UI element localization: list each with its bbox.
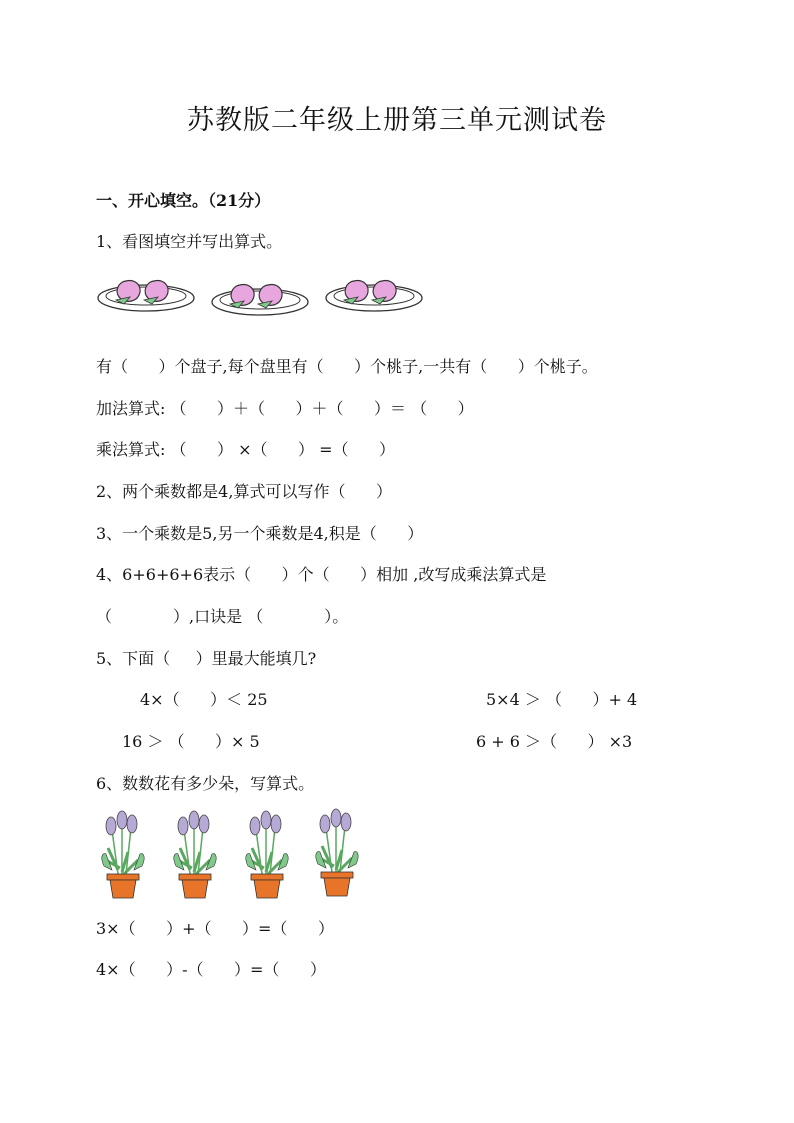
question-4-line-1: 4、6+6+6+6表示（ ）个（ ）相加 ,改写成乘法算式是 [96,565,547,584]
question-1-addition: 加法算式: （ ）＋（ ）＋（ ）＝ （ ） [96,399,474,418]
question-1-multiplication: 乘法算式: （ ） ×（ ） =（ ） [96,440,396,459]
page-title: 苏教版二年级上册第三单元测试卷 [187,105,607,136]
question-6-equation-2: 4×（ ）-（ ）=（ ） [96,960,326,979]
flower-pot-3 [246,811,288,898]
plate-1 [98,281,194,311]
plate-2 [212,285,308,315]
section-heading: 一、开心填空。（21分） [96,191,271,210]
question-5-item-d: 6 + 6 ＞（ ） ×3 [476,732,633,751]
question-2: 2、两个乘数都是4,算式可以写作（ ） [96,482,392,501]
question-6-equation-1: 3×（ ）+（ ）=（ ） [96,919,334,938]
question-3: 3、一个乘数是5,另一个乘数是4,积是（ ） [96,524,424,543]
flower-pot-2 [174,811,216,898]
question-5-item-b: 5×4 ＞ （ ）+ 4 [486,690,638,709]
flower-pot-1 [102,811,144,898]
question-5-item-c: 16 ＞ （ ）× 5 [122,732,260,751]
question-5-prompt: 5、下面（ ）里最大能填几? [96,649,317,668]
flower-pots-illustration [96,806,386,902]
question-1-prompt: 1、看图填空并写出算式。 [96,232,283,251]
question-5-item-a: 4×（ ）＜ 25 [140,690,268,709]
plate-3 [326,281,422,311]
peach-plates-illustration [96,264,436,328]
question-1-fill: 有（ ）个盘子,每个盘里有（ ）个桃子,一共有（ ）个桃子。 [96,357,598,376]
flower-pot-4 [316,809,358,896]
question-4-line-2: （ ）,口诀是 （ ）。 [96,607,349,626]
question-6-prompt: 6、数数花有多少朵，写算式。 [96,774,315,793]
